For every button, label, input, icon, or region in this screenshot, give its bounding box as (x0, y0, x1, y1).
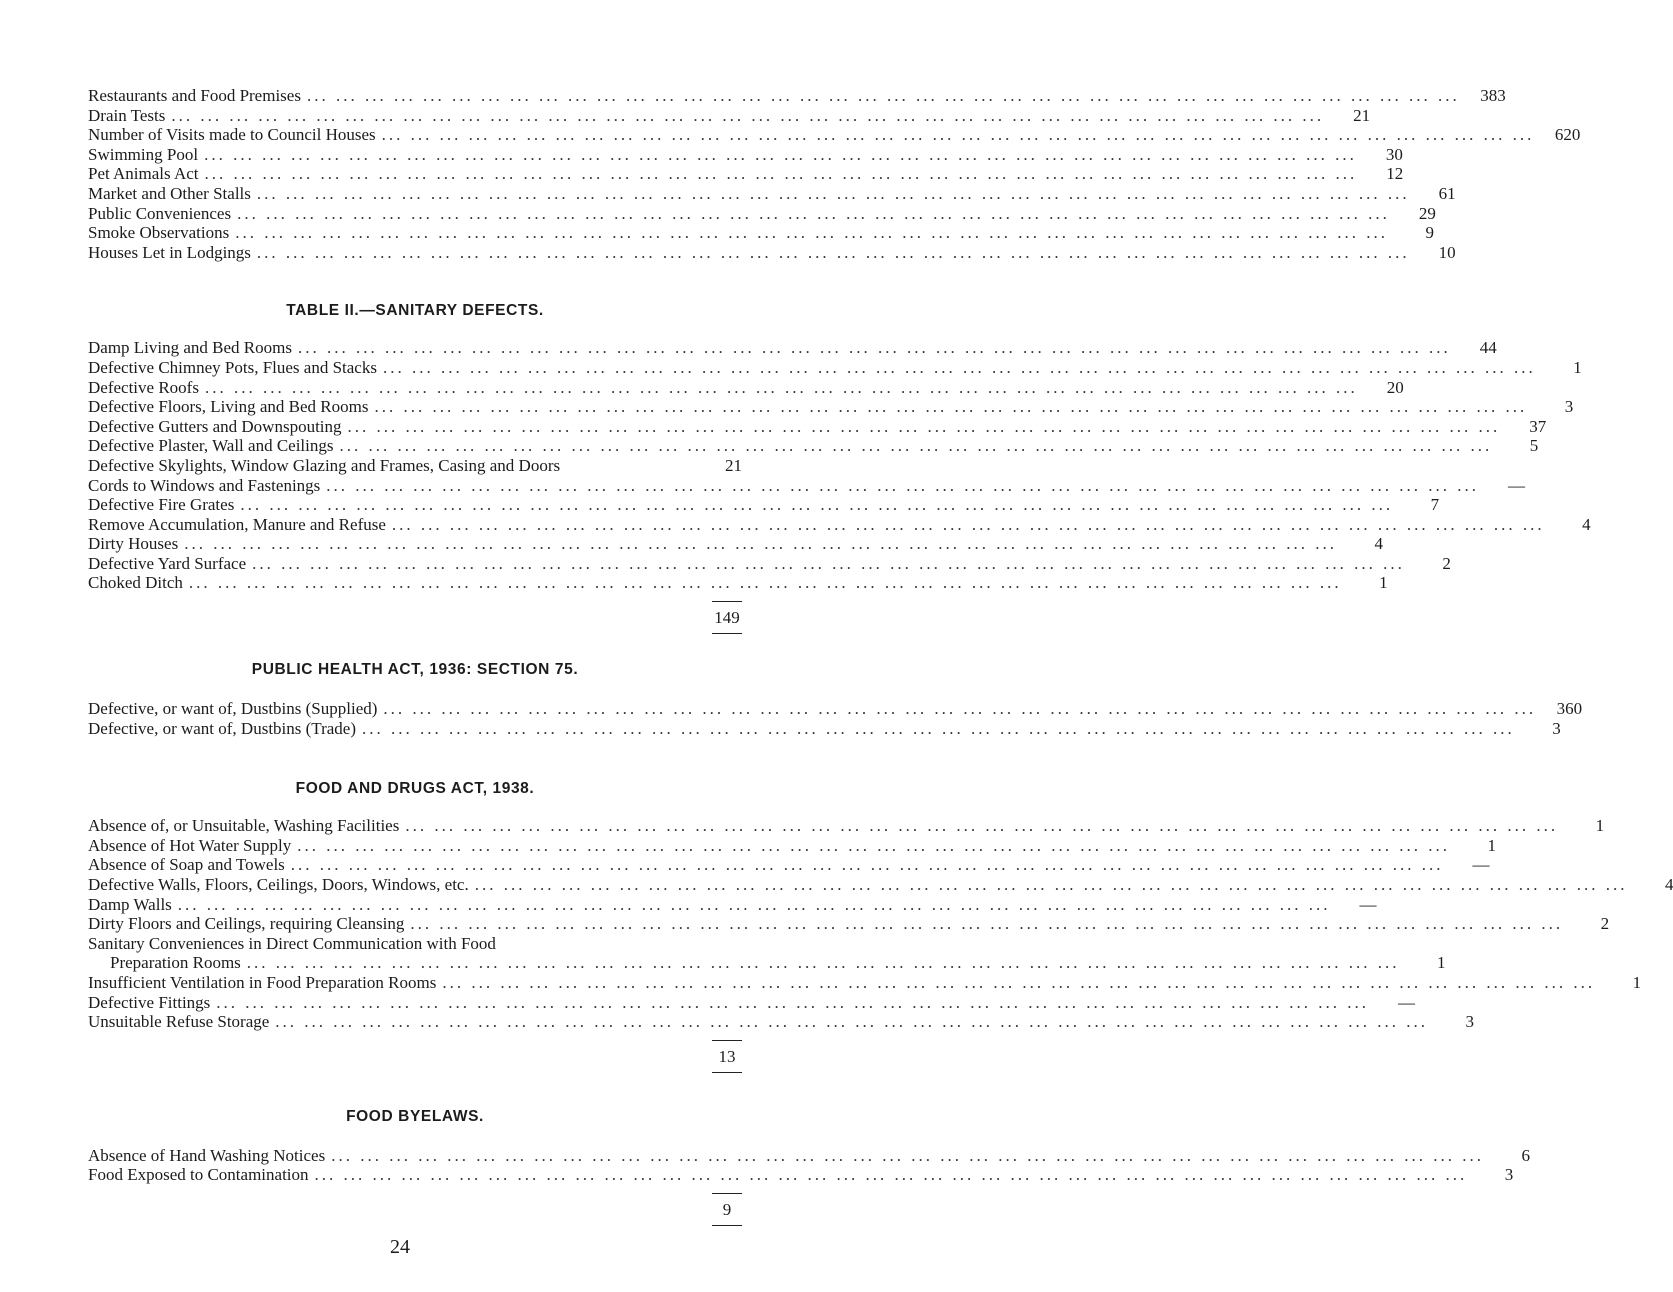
list-item (88, 992, 1416, 1013)
leader-dots: ... ... ... ... ... ... ... ... ... ... ... ... ... ... ... ... ... ... ... ... ... ... ... ... ... ... ... ... ... ... ... ... ... ... ... ... ... ... ... ... (204, 377, 1358, 397)
item-value: 1 (1379, 573, 1388, 593)
item-label: Remove Accumulation, Manure and Refuse (88, 514, 386, 534)
item-value: — (1398, 992, 1416, 1012)
list-item-continuation (88, 953, 1446, 973)
leader-dots: ... ... ... ... ... ... ... ... ... ... ... ... ... ... ... ... ... ... ... ... ... ... ... ... ... ... ... ... ... ... ... ... ... ... ... ... ... ... ... ... (381, 125, 1535, 145)
total-rule-top (712, 1040, 742, 1041)
total-rule-top (712, 601, 742, 602)
leader-dots: ... ... ... ... ... ... ... ... ... ... ... ... ... ... ... ... ... ... ... ... ... ... ... ... ... ... ... ... ... ... ... ... ... ... ... ... ... ... ... ... (374, 397, 1528, 417)
total-block (88, 1040, 742, 1073)
item-label: Public Conveniences (88, 203, 232, 223)
item-label: Cords to Windows and Fastenings (88, 475, 321, 495)
list-item (88, 223, 1434, 243)
item-label: Defective Floors, Living and Bed Rooms (88, 397, 369, 417)
item-value: 21 (725, 455, 742, 475)
item-value: 4 (1374, 534, 1383, 554)
public-health-act-list (88, 699, 1583, 738)
leader-dots: ... ... ... ... ... ... ... ... ... ... ... ... ... ... ... ... ... ... ... ... ... ... ... ... ... ... ... ... ... ... ... ... ... ... ... ... ... ... ... ... (240, 495, 1394, 515)
item-value: 12 (1386, 164, 1404, 184)
item-value: — (1359, 894, 1377, 914)
list-item (88, 456, 742, 476)
item-value: 20 (1386, 377, 1404, 397)
leader-dots: ... ... ... ... ... ... ... ... ... ... ... ... ... ... ... ... ... ... ... ... ... ... ... ... ... ... ... ... ... ... ... ... ... ... ... ... ... ... ... ... (256, 183, 1410, 203)
total-rule-bottom (712, 1072, 742, 1073)
item-label: Damp Walls (88, 894, 172, 914)
item-value: 1 (1595, 816, 1605, 836)
item-label: Defective Fire Grates (88, 495, 235, 515)
item-value: 4 (1582, 514, 1591, 534)
leader-dots: ... ... ... ... ... ... ... ... ... ... ... ... ... ... ... ... ... ... ... ... ... ... ... ... ... ... ... ... ... ... ... ... ... ... ... ... ... ... ... ... (204, 144, 1357, 164)
list-item (88, 397, 1574, 417)
item-value: 10 (1438, 242, 1456, 262)
item-value: 9 (1425, 223, 1434, 243)
list-item (88, 377, 1404, 398)
list-item (88, 1012, 1475, 1032)
item-label: Sanitary Conveniences in Direct Communication with Food (88, 933, 496, 953)
section-heading-food-byelaws: FOOD BYELAWS. (346, 1107, 484, 1125)
list-item (88, 514, 1591, 535)
section-heading-sanitary-defects: TABLE II.—SANITARY DEFECTS. (286, 302, 544, 320)
total-block (88, 1193, 742, 1226)
item-label: Pet Animals Act (88, 164, 199, 184)
leader-dots: ... ... ... ... ... ... ... ... ... ... ... ... ... ... ... ... ... ... ... ... ... ... ... ... ... ... ... ... ... ... ... ... ... ... ... ... ... ... ... ... (442, 973, 1596, 992)
leader-dots: ... ... ... ... ... ... ... ... ... ... ... ... ... ... ... ... ... ... ... ... ... ... ... ... ... ... ... ... ... ... ... ... ... ... ... ... ... ... ... ... (405, 816, 1559, 836)
leader-dots: ... ... ... ... ... ... ... ... ... ... ... ... ... ... ... ... ... ... ... ... ... ... ... ... ... ... ... ... ... ... ... ... ... ... ... ... ... ... ... ... (410, 914, 1564, 934)
list-item (88, 164, 1404, 184)
item-value: 4 (1664, 875, 1673, 895)
leader-dots: ... ... ... ... ... ... ... ... ... ... ... ... ... ... ... ... ... ... ... ... ... ... ... ... ... ... ... ... ... ... ... ... ... ... ... ... ... ... ... ... (246, 953, 1400, 973)
leader-dots: ... ... ... ... ... ... ... ... ... ... ... ... ... ... ... ... ... ... ... ... ... ... ... ... ... ... ... ... ... ... ... ... ... ... ... ... ... ... ... ... (252, 553, 1405, 573)
item-label: Defective Roofs (88, 377, 199, 397)
leader-dots: ... ... ... ... ... ... ... ... ... ... ... ... ... ... ... ... ... ... ... ... ... ... ... ... ... ... ... ... ... ... ... ... ... ... ... ... ... ... ... ... (188, 573, 1342, 593)
food-and-drugs-act-list (88, 816, 1673, 1032)
item-label: Defective Walls, Floors, Ceilings, Doors, Windows, etc. (88, 875, 469, 895)
list-item (88, 436, 1539, 456)
food-byelaws-list (88, 1145, 1530, 1185)
leader-dots: ... ... ... ... ... ... ... ... ... ... ... ... ... ... ... ... ... ... ... ... ... ... ... ... ... ... ... ... ... ... ... ... ... ... ... ... ... ... ... ... (382, 357, 1536, 377)
leader-dots: ... ... ... ... ... ... ... ... ... ... ... ... ... ... ... ... ... ... ... ... ... ... ... ... ... ... ... ... ... ... ... ... ... ... ... ... ... ... ... ... (339, 436, 1493, 456)
item-value: 3 (1552, 718, 1561, 738)
list-item (88, 183, 1456, 204)
total-block (88, 601, 742, 634)
list-item (88, 125, 1581, 145)
item-value: 1 (1632, 973, 1642, 992)
total-rule-top (712, 1193, 742, 1194)
item-value: 6 (1521, 1145, 1530, 1165)
item-label: Defective, or want of, Dustbins (Supplied) (88, 699, 378, 719)
section-heading-food-and-drugs-act: FOOD AND DRUGS ACT, 1938. (295, 780, 535, 798)
item-value: 7 (1430, 495, 1440, 515)
list-item (88, 86, 1506, 106)
list-item (88, 934, 742, 954)
item-label: Unsuitable Refuse Storage (88, 1012, 270, 1032)
item-value: 61 (1438, 183, 1456, 203)
leader-dots: ... ... ... ... ... ... ... ... ... ... ... ... ... ... ... ... ... ... ... ... ... ... ... ... ... ... ... ... ... ... ... ... ... ... ... ... ... ... ... ... (314, 1165, 1468, 1185)
list-item (88, 973, 1642, 993)
item-label: Defective Skylights, Window Glazing and Frames, Casing and Doors (88, 455, 561, 475)
item-value: — (1472, 855, 1490, 875)
list-item (88, 835, 1496, 856)
leader-dots: ... ... ... ... ... ... ... ... ... ... ... ... ... ... ... ... ... ... ... ... ... ... ... ... ... ... ... ... ... ... ... ... ... ... ... ... ... ... ... ... (237, 203, 1390, 223)
leader-dots: ... ... ... ... ... ... ... ... ... ... ... ... ... ... ... ... ... ... ... ... ... ... ... ... ... ... ... ... ... ... ... ... ... ... ... ... ... ... ... ... (235, 223, 1388, 243)
list-item (88, 1145, 1530, 1166)
item-label: Restaurants and Food Premises (88, 86, 301, 105)
list-item (88, 357, 1582, 378)
item-value: 30 (1385, 144, 1403, 164)
list-item (88, 1165, 1514, 1185)
item-label: Drain Tests (88, 105, 166, 125)
item-label: Smoke Observations (88, 223, 230, 243)
item-label: Defective Yard Surface (88, 553, 247, 573)
list-item (88, 416, 1547, 437)
item-value: 360 (1556, 699, 1583, 719)
item-value: 5 (1529, 436, 1539, 456)
item-label: Defective Fittings (88, 992, 211, 1012)
item-label: Number of Visits made to Council Houses (88, 125, 376, 145)
leader-dots: ... ... ... ... ... ... ... ... ... ... ... ... ... ... ... ... ... ... ... ... ... ... ... ... ... ... ... ... ... ... ... ... ... ... ... ... ... ... ... ... (171, 105, 1325, 125)
total-value: 9 (722, 1199, 732, 1219)
list-item (88, 875, 1673, 895)
list-item (88, 816, 1605, 836)
list-item (88, 144, 1403, 165)
leader-dots: ... ... ... ... ... ... ... ... ... ... ... ... ... ... ... ... ... ... ... ... ... ... ... ... ... ... ... ... ... ... ... ... ... ... ... ... ... ... ... ... (275, 1012, 1429, 1032)
document-page (88, 86, 1673, 1226)
item-label: Absence of Soap and Towels (88, 855, 285, 875)
list-item (88, 534, 1383, 554)
item-value: 44 (1479, 338, 1497, 358)
list-item (88, 855, 1490, 875)
leader-dots: ... ... ... ... ... ... ... ... ... ... ... ... ... ... ... ... ... ... ... ... ... ... ... ... ... ... ... ... ... ... ... ... ... ... ... ... ... ... ... ... (297, 338, 1451, 358)
item-value: 37 (1529, 416, 1547, 436)
item-label: Defective Plaster, Wall and Ceilings (88, 436, 334, 456)
section-heading-public-health-act: PUBLIC HEALTH ACT, 1936: SECTION 75. (251, 661, 579, 679)
item-label: Insufficient Ventilation in Food Preparation Rooms (88, 973, 437, 992)
leader-dots: ... ... ... ... ... ... ... ... ... ... ... ... ... ... ... ... ... ... ... ... ... ... ... ... ... ... ... ... ... ... ... ... ... ... ... ... ... ... ... ... (362, 718, 1515, 738)
item-label: Absence of Hand Washing Notices (88, 1145, 326, 1165)
item-value: 29 (1418, 203, 1436, 223)
item-value: 3 (1564, 397, 1574, 417)
leader-dots: ... ... ... ... ... ... ... ... ... ... ... ... ... ... ... ... ... ... ... ... ... ... ... ... ... ... ... ... ... ... ... ... ... ... ... ... ... ... ... ... (297, 835, 1450, 855)
item-label: Food Exposed to Contamination (88, 1165, 309, 1185)
leader-dots: ... ... ... ... ... ... ... ... ... ... ... ... ... ... ... ... ... ... ... ... ... ... ... ... ... ... ... ... ... ... ... ... ... ... ... ... ... ... ... ... (391, 514, 1545, 534)
total-value: 13 (718, 1046, 736, 1066)
item-label-continuation: Preparation Rooms (110, 953, 241, 973)
list-item (88, 203, 1436, 224)
item-value: 3 (1504, 1165, 1514, 1185)
leader-dots: ... ... ... ... ... ... ... ... ... ... ... ... ... ... ... ... ... ... ... ... ... ... ... ... ... ... ... ... ... ... ... ... ... ... ... ... ... ... ... ... (204, 164, 1358, 184)
leader-dots: ... ... ... ... ... ... ... ... ... ... ... ... ... ... ... ... ... ... ... ... ... ... ... ... ... ... ... ... ... ... ... ... ... ... ... ... ... ... ... ... (256, 242, 1410, 262)
list-item (88, 242, 1456, 263)
item-label: Dirty Houses (88, 534, 179, 554)
list-item (88, 475, 1526, 496)
leader-dots: ... ... ... ... ... ... ... ... ... ... ... ... ... ... ... ... ... ... ... ... ... ... ... ... ... ... ... ... ... ... ... ... ... ... ... ... ... ... ... ... (474, 875, 1628, 895)
leader-dots: ... ... ... ... ... ... ... ... ... ... ... ... ... ... ... ... ... ... ... ... ... ... ... ... ... ... ... ... ... ... ... ... ... ... ... ... ... ... ... ... (184, 534, 1337, 554)
item-value: 620 (1554, 125, 1581, 145)
leader-dots: ... ... ... ... ... ... ... ... ... ... ... ... ... ... ... ... ... ... ... ... ... ... ... ... ... ... ... ... ... ... ... ... ... ... ... ... ... ... ... ... (347, 416, 1501, 436)
leader-dots: ... ... ... ... ... ... ... ... ... ... ... ... ... ... ... ... ... ... ... ... ... ... ... ... ... ... ... ... ... ... ... ... ... ... ... ... ... ... ... ... (177, 894, 1331, 914)
item-value: — (1508, 475, 1526, 495)
total-rule-bottom (712, 1225, 742, 1226)
item-label: Defective, or want of, Dustbins (Trade) (88, 718, 356, 738)
item-label: Houses Let in Lodgings (88, 242, 251, 262)
item-value: 1 (1487, 835, 1496, 855)
total-rule-bottom (712, 633, 742, 634)
item-value: 383 (1480, 86, 1506, 105)
inspections-list (88, 86, 1581, 262)
item-value: 1 (1437, 953, 1446, 973)
item-value: 3 (1465, 1012, 1475, 1032)
list-item (88, 718, 1561, 739)
list-item (88, 338, 1497, 358)
item-label: Swimming Pool (88, 144, 199, 164)
sanitary-defects-list (88, 338, 1591, 593)
item-label: Dirty Floors and Ceilings, requiring Cleansing (88, 914, 405, 934)
item-label: Defective Chimney Pots, Flues and Stacks (88, 357, 377, 377)
item-label: Absence of, or Unsuitable, Washing Facilities (88, 816, 400, 836)
list-item (88, 105, 1371, 126)
item-value: 1 (1573, 357, 1582, 377)
item-value: 2 (1600, 914, 1610, 934)
list-item (88, 914, 1610, 934)
leader-dots: ... ... ... ... ... ... ... ... ... ... ... ... ... ... ... ... ... ... ... ... ... ... ... ... ... ... ... ... ... ... ... ... ... ... ... ... ... ... ... ... (306, 86, 1460, 105)
leader-dots: ... ... ... ... ... ... ... ... ... ... ... ... ... ... ... ... ... ... ... ... ... ... ... ... ... ... ... ... ... ... ... ... ... ... ... ... ... ... ... ... (216, 992, 1370, 1012)
list-item (88, 894, 1377, 915)
list-item (88, 573, 1388, 593)
item-label: Defective Gutters and Downspouting (88, 416, 342, 436)
item-label: Absence of Hot Water Supply (88, 835, 292, 855)
list-item (88, 699, 1583, 719)
list-item (88, 553, 1451, 574)
item-value: 2 (1442, 553, 1451, 573)
item-label: Damp Living and Bed Rooms (88, 338, 292, 358)
total-value: 149 (714, 608, 740, 628)
item-value: 21 (1353, 105, 1371, 125)
item-label: Choked Ditch (88, 573, 183, 593)
leader-dots: ... ... ... ... ... ... ... ... ... ... ... ... ... ... ... ... ... ... ... ... ... ... ... ... ... ... ... ... ... ... ... ... ... ... ... ... ... ... ... ... (331, 1145, 1484, 1165)
leader-dots: ... ... ... ... ... ... ... ... ... ... ... ... ... ... ... ... ... ... ... ... ... ... ... ... ... ... ... ... ... ... ... ... ... ... ... ... ... ... ... ... (290, 855, 1444, 875)
item-label: Market and Other Stalls (88, 183, 251, 203)
leader-dots: ... ... ... ... ... ... ... ... ... ... ... ... ... ... ... ... ... ... ... ... ... ... ... ... ... ... ... ... ... ... ... ... ... ... ... ... ... ... ... ... (326, 475, 1480, 495)
leader-dots: ... ... ... ... ... ... ... ... ... ... ... ... ... ... ... ... ... ... ... ... ... ... ... ... ... ... ... ... ... ... ... ... ... ... ... ... ... ... ... ... (383, 699, 1537, 719)
page-number: 24 (390, 1236, 410, 1258)
list-item (88, 495, 1440, 515)
